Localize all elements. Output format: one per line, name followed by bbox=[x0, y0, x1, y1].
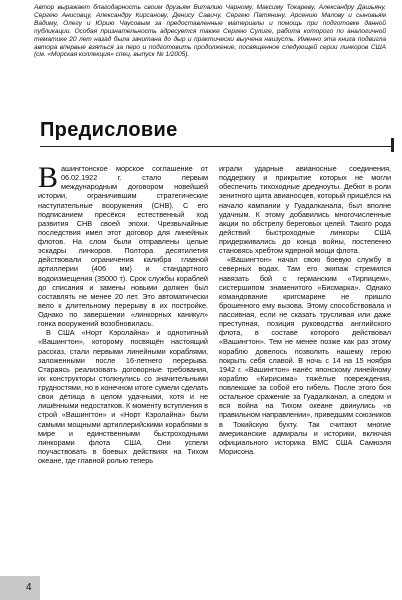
title-rule-end bbox=[391, 138, 394, 152]
page-title: Предисловие bbox=[40, 119, 178, 141]
section-header bbox=[40, 118, 392, 142]
left-column bbox=[38, 161, 208, 465]
page-number-tab bbox=[0, 576, 40, 600]
title-rule bbox=[40, 146, 392, 147]
paragraph: «Вашингтон» начал свою боевую службу в северных водах. Там его экипаж стремился навязать бой с германским «Тирпицем», систершипом знаменитого «Бисмарка». Однако командование кригсмарине не пришло брошенного ему вызова. Этому способствовала и пассивная, если не сказать трусливая или даже преступная, позиция руководства английского флота, в составе которого действовал «Вашингтон». Тем не менее позже как раз этому кораблю довелось позволить нашему герою покрыть себя славой. В ночь с 14 на 15 ноября 1942 г. «Вашингтон» нанёс японскому линейному кораблю «Кирисима» тяжёлые повреждения, повлекшие за собой его гибель. После этого боя остальное сражение за Гуадалканал, а следом и вся война на Тихом океане двинулись «в правильном направлении», приведшим союзников в Токийскую бухту. Так считают многие американские адмиралы и историки, включая официального историка ВМС США Самюэля Морисона. bbox=[219, 255, 391, 456]
right-column bbox=[219, 164, 391, 456]
page-number: 4 bbox=[26, 582, 32, 593]
acknowledgement-block bbox=[34, 4, 386, 59]
paragraph bbox=[38, 161, 208, 329]
paragraph-text: ашингтонское морское соглашение от 06.02.1922 г. стало первым международным договором новейшей истории, ограничившим стратегические наступательные вооружения (СНВ). С его подписанием пресёкся естественный ход развития СНВ своей эпохи. Чрезвычайные последствия имел этот договор для линейных флотов. На слом были отправлены целые эскадры линкоров. Полтора десятилетия действовали ограничения калибра главной артиллерии (406 мм) и стандартного водоизмещения (35000 т). Срок службы кораблей до списания и замены новыми должен был составлять не менее 20 лет. Это автоматически вело к длительному перерыву в их постройке. Однако по завершении «линкорных каникул» гонка вооружений возобновилась. bbox=[38, 164, 208, 329]
paragraph: В США «Норт Кэролайна» и однотипный «Вашингтон», которому посвящён настоящий рассказ, стали первыми линейными кораблями, заложенными после 16-летнего перерыва. Стараясь реализовать договорные требования, их конструкторы столкнулись со значительными трудностями, но в конечном итоге сумели сделать свои детища в целом удачными, хотя и не лишёнными недостатков. К моменту вступления в строй «Вашингтон» и «Норт Кэролайна» были самыми мощными артиллерийскими кораблями в мире и единственными быстроходными линкорами флота США. Они успели поучаствовать в боевых действиях на Тихом океане, где главной ролью теперь bbox=[38, 328, 208, 465]
acknowledgement-text: Автор выражает благодарность своим друзьям Виталию Чарному, Максиму Токареву, Александру Дашьяну, Сергею Анисовцу, Александру Кирсанову, Денису Савичу, Сергею Патянину, Арсению Малову и сыновьям Вадиму, Олегу и Юрию Чаусовым за предоставленные материалы и помощь при подготовке данной публикации. Особая признательность адресуется также Сергею Сулиге, работа которого по аналогичной тематике 20 лет назад была зачитана до дыр и практически выучена наизусть. Именно эта книга подвигла автора впервые взяться за перо и подготовить продолжение, посвященное следующей серии линкоров США (см. «Морская коллекция» спец. выпуск № 1/2005). bbox=[34, 4, 386, 59]
drop-cap: В bbox=[38, 161, 58, 194]
paragraph: играли ударные авианосные соединения, поддержку и прикрытие которых не могли обеспечить тихоходные дредноуты. Дебют в роли зенитного щита авианосцев, который пришёлся на начало кампании у Гуадалканала, был вполне удачным. К этому добавились многочисленные акции по обстрелу береговых целей. Такого рода действий быстроходные линкоры США придерживались до конца войны, постепенно становясь хребтом ядерной мощи флота. bbox=[219, 164, 391, 256]
